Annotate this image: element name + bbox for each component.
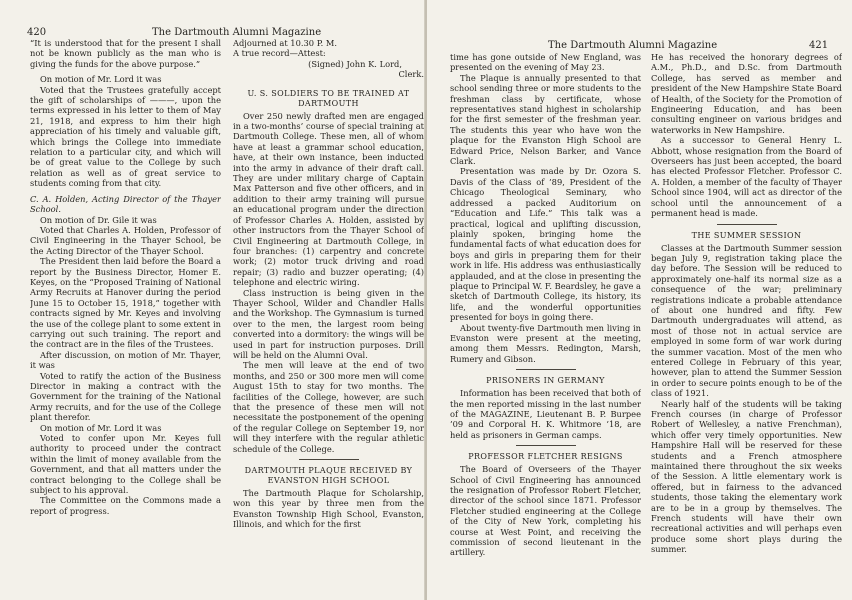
section-divider [516, 445, 576, 446]
prisoners-heading: PRISONERS IN GERMANY [486, 376, 605, 386]
paragraph: The Committee on the Commons made a report of progress. [30, 495, 221, 516]
right-column-2 [651, 52, 842, 555]
vote-text: Voted that the Trustees gratefully accept the gift of scholarships of ———, upon the terms expressed in his letter to them of May 21, 1918, and express to him their high appreciation of his timely and valuable gift, which brings the College into immediate relation to a particular city, and which will be of great value to the College by such relation as well as of great service to students coming from that city. [30, 84, 221, 189]
clerk-line: Clerk. [398, 69, 424, 80]
vote-text: Voted to ratify the action of the Business Director in making a contract with the Government for the training of the National Army recruits, and for the use of the College plant therefor. [30, 370, 221, 423]
left-column-2 [233, 38, 424, 530]
letter-quote: “It is understood that for the present I shall not be known publicly as the man who is giving the funds for the above purpose.” [30, 38, 221, 69]
plaque-heading: DARTMOUTH PLAQUE RECEIVED BY EVANSTON HIGH SCHOOL [244, 466, 413, 486]
paragraph: After discussion, on motion of Mr. Thayer, it was [30, 349, 221, 371]
paragraph: He has received the honorary degrees of A.M., Ph.D., and D.Sc. from Dartmouth College, has served as member and president of the New Hampshire State Board of Health, of the Society for the Promotion of Engineering Education, and has been consulting engineer on various bridges and waterworks in New Hampshire. [651, 52, 842, 135]
section-divider [516, 369, 576, 370]
left-column-1 [30, 38, 221, 516]
paragraph: The President then laid before the Board a report by the Business Director, Homer E. Keyes, on the “Proposed Training of National Army Recruits at Hanover during the period June 15 to October 15, 1918,” together with contracts signed by Mr. Keyes and involving the use of the college plant to some extent in carrying out such training. The report and the contract are in the files of the Trustees. [30, 256, 221, 350]
paragraph: Class instruction is being given in the Thayer School, Wilder and Chandler Halls and the Workshop. The Gymnasium is turned over to the men, the largest room being converted into a dormitory: the wings will be used in part for instruction purposes. Drill will be held on the Alumni Oval. [233, 287, 424, 360]
right-column-1 [450, 52, 641, 558]
left-page [0, 0, 425, 600]
signature-line: (Signed) John K. Lord, [308, 58, 402, 69]
paragraph: Classes at the Dartmouth Summer session began July 9, registration taking place the day before. The Session will be reduced to approximately one-half its normal size as a consequence of the war; preliminary registrations indicate a probable attendance of about one hundred and fifty. Few Dartmouth undergraduates will attend, as most of those not in actual service are employed in some form of war work during the summer vacation. Most of the men who entered College in February of this year, however, plan to attend the Summer Session in order to secure points enough to be of the class of 1921. [651, 242, 842, 399]
motion-text: On motion of Dr. Gile it was [40, 214, 157, 225]
paragraph: As a successor to General Henry L. Abbott, whose resignation from the Board of Overseers has just been accepted, the board has elected Professor Fletcher. Professor C. A. Holden, a member of the faculty of Thayer School since 1904, will act as director of the school until the announcement of a permanent head is made. [651, 135, 842, 219]
fletcher-heading: PROFESSOR FLETCHER RESIGNS [468, 452, 623, 462]
adjourned-line: Adjourned at 10.30 P. M. [233, 38, 337, 48]
paragraph: Information has been received that both of the men reported missing in the last number of the MAGAZINE, Lieutenant B. P. Burpee ’09 and Corporal H. K. Whitmore ’18, are held as prisoners in German camps. [450, 388, 641, 440]
paragraph: Over 250 newly drafted men are engaged in a two-months’ course of special training at Dartmouth College. These men, all of whom have at least a grammar school education, have, at their own instance, been inducted into the army in advance of their draft call. They are under military charge of Captain Max Patterson and five other officers, and in addition to their army training will pursue an educational program under the direction of Professor Charles A. Holden, assisted by other instructors from the Thayer School of Civil Engineering at Dartmouth College, in four branches: (1) carpentry and concrete work; (2) motor truck driving and road repair; (3) radio and buzzer operating; (4) telephone and electric wiring. [233, 110, 424, 288]
paragraph: The Dartmouth Plaque for Scholarship, won this year by three men from the Evanston Township High School, Evanston, Illinois, and which for the first [233, 488, 424, 530]
paragraph: Presentation was made by Dr. Ozora S. Davis of the Class of ’89, President of the Chicago Theological Seminary, who addressed a packed Auditorium on “Education and Life.” This talk was a practical, logical and uplifting discussion, plainly spoken, bringing home the fundamental facts of what education does for boys and girls in preparing them for their work in life. His address was enthusiastically applauded, and at the close in presenting the plaque to Principal W. F. Beardsley, he gave a sketch of Dartmouth College, its history, its life, and the wonderful opportunities presented for boys in going there. [450, 166, 641, 323]
paragraph: Nearly half of the students will be taking French courses (in charge of Professor Robert of Wellesley, a native Frenchman), which offer very timely opportunities. New Hampshire Hall will be reserved for these students and a French atmosphere maintained there throughout the six weeks of the Session. A little elementary work is offered, but in fairness to the advanced students, those taking the elementary work are to be in a group by themselves. The French students will have their own recreational activities and will perhaps even produce some short plays during the summer. [651, 398, 842, 555]
left-page-number: 420 [27, 27, 47, 38]
paragraph: The Board of Overseers of the Thayer School of Civil Engineering has announced the resignation of Professor Robert Fletcher, director of the school since 1871. Professor Fletcher studied engineering at the College of the City of New York, completing his course at West Point, and receiving the commission of second lieutenant in the artillery. [450, 464, 641, 558]
vote-text: Voted to confer upon Mr. Keyes full authority to proceed under the contract within the limit of money available from the Government, and that all matters under the contract belonging to the College shall be subject to his approval. [30, 433, 221, 496]
section-divider [299, 459, 359, 460]
motion-text: On motion of Mr. Lord it was [40, 74, 162, 85]
soldiers-heading: U. S. SOLDIERS TO BE TRAINED AT DARTMOUTH [247, 88, 410, 108]
holden-subheading: C. A. Holden, Acting Director of the Thayer School. [30, 193, 221, 215]
vote-text: Voted that Charles A. Holden, Professor of Civil Engineering in the Thayer School, be the Acting Director of the Thayer School. [30, 224, 221, 256]
right-magazine-title: The Dartmouth Alumni Magazine [548, 40, 718, 51]
section-divider [717, 224, 777, 225]
paragraph: The Plaque is annually presented to that school sending three or more students to the freshman class by certificate, whose representatives stand highest in scholarship for the first semester of the freshman year. The students this year who have won the plaque for the Evanston High School are Edward Price, Nelson Barker, and Vance Clark. [450, 72, 641, 167]
attest-line: A true record—Attest: [233, 48, 326, 59]
right-page [427, 0, 852, 600]
summer-heading: THE SUMMER SESSION [691, 230, 802, 240]
left-magazine-title: The Dartmouth Alumni Magazine [152, 27, 322, 38]
paragraph: The men will leave at the end of two months, and 250 or 300 more men will come August 15th to stay for two months. The facilities of the College, however, are such that the presence of these men will not necessitate the postponement of the opening of the regular College on September 19, nor will they interfere with the regular athletic schedule of the College. [233, 360, 424, 454]
paragraph: time has gone outside of New England, was presented on the evening of May 23. [450, 52, 641, 73]
paragraph: About twenty-five Dartmouth men living in Evanston were present at the meeting, among them Messrs. Redington, Marsh, Rumery and Gibson. [450, 322, 641, 364]
motion-text: On motion of Mr. Lord it was [40, 422, 162, 433]
right-page-number: 421 [809, 40, 829, 51]
